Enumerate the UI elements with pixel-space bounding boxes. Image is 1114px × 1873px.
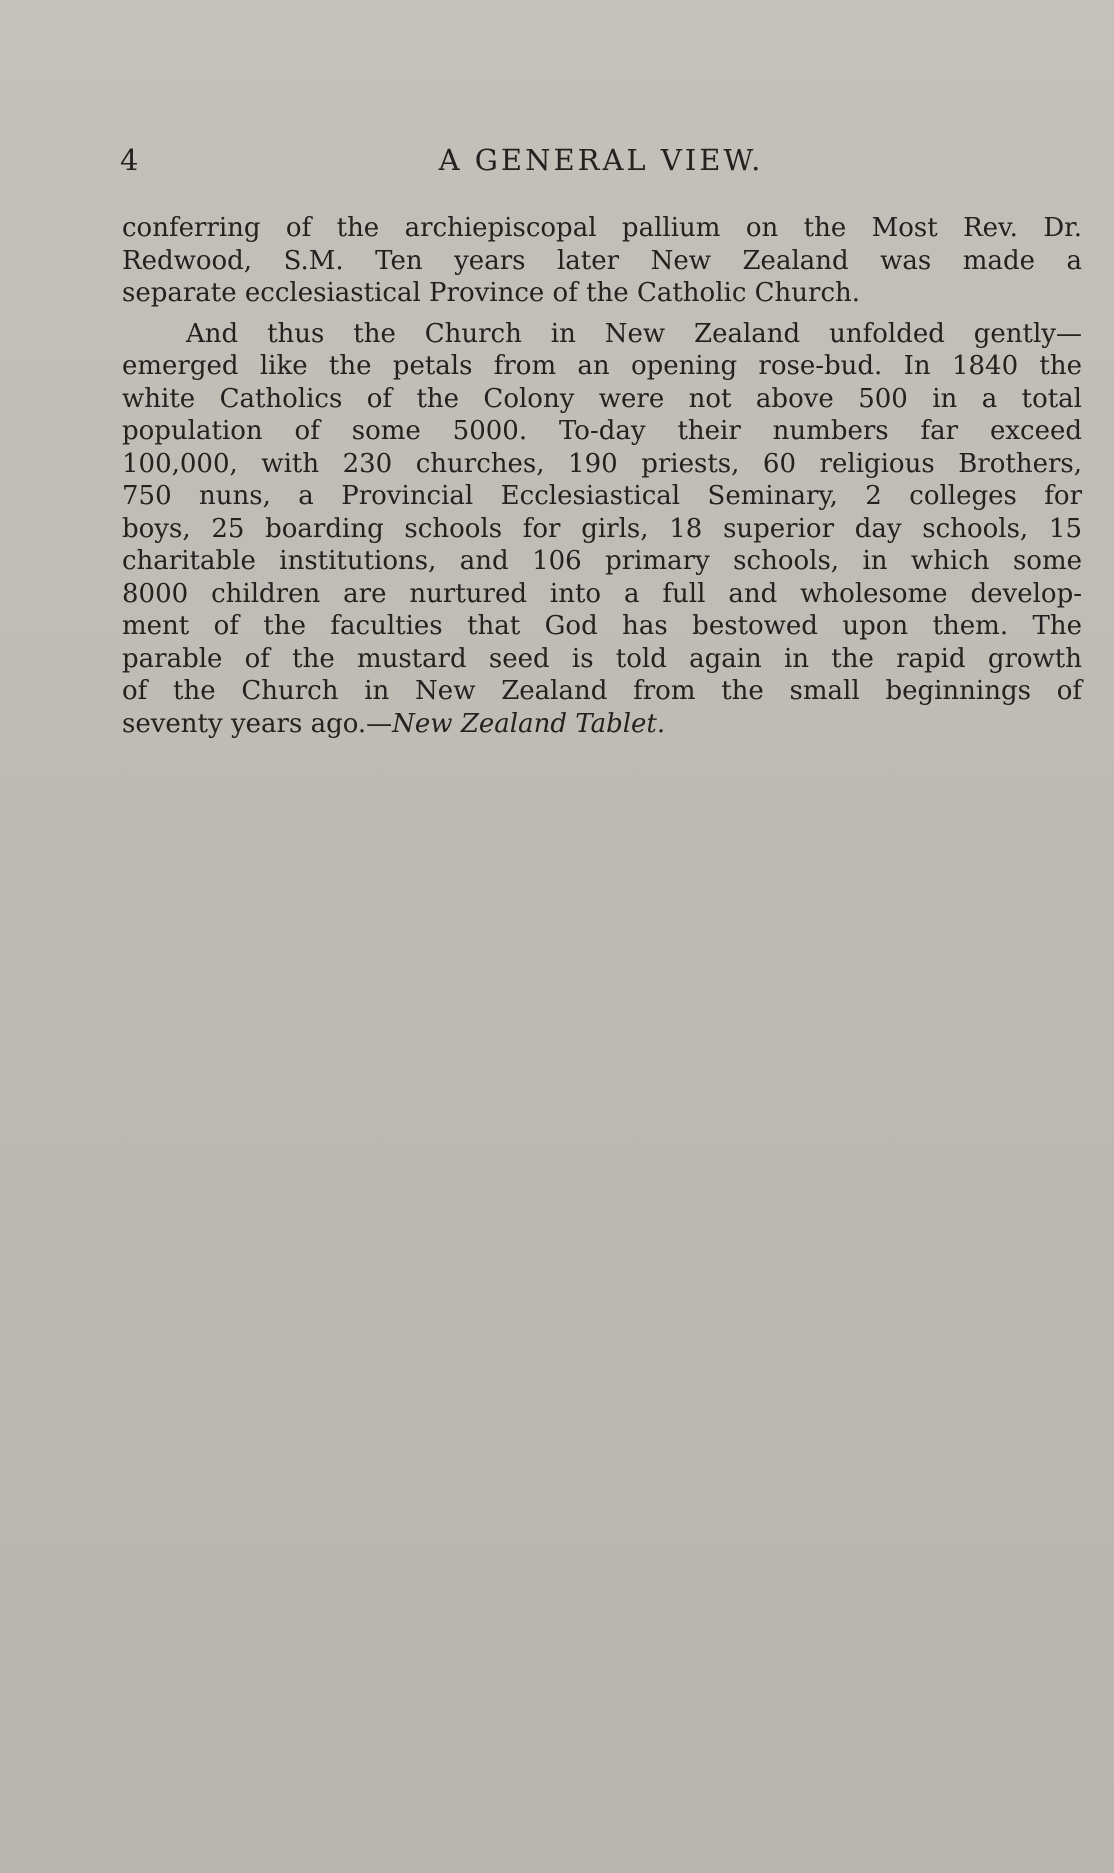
text-line: white Catholics of the Colony were not above 500 in a total — [122, 383, 1082, 414]
paragraph-1 — [122, 212, 1082, 310]
page-number: 4 — [120, 143, 139, 177]
running-title: A GENERAL VIEW. — [438, 143, 764, 177]
text-line: 750 nuns, a Provincial Ecclesiastical Seminary, 2 colleges for — [122, 481, 1082, 511]
source-citation: New Zealand Tablet. — [392, 708, 666, 739]
text-line: parable of the mustard seed is told again in the rapid growth — [122, 643, 1082, 674]
text-line: Redwood, S.M. Ten years later New Zealand was made a — [122, 245, 1082, 276]
text-line: of the Church in New Zealand from the small beginnings of — [122, 676, 1082, 706]
paragraph-gap — [122, 310, 1082, 318]
text-line: 100,000, with 230 churches, 190 priests, 60 religious Brothers, — [122, 448, 1082, 479]
final-line-text: seventy years ago.— — [122, 708, 393, 739]
text-line: conferring of the archiepiscopal pallium on the Most Rev. Dr. — [122, 213, 1082, 243]
text-line: And thus the Church in New Zealand unfolded gently— — [186, 318, 1082, 349]
text-line: emerged like the petals from an opening rose-bud. In 1840 the — [122, 351, 1082, 381]
text-line: charitable institutions, and 106 primary schools, in which some — [122, 546, 1082, 576]
text-line: 8000 children are nurtured into a full and wholesome develop- — [122, 578, 1082, 609]
body-text — [122, 212, 1082, 740]
page-header — [120, 142, 1082, 182]
text-line: boys, 25 boarding schools for girls, 18 superior day schools, 15 — [122, 513, 1082, 544]
text-line: ment of the faculties that God has bestowed upon them. The — [122, 611, 1082, 641]
text-line: population of some 5000. To-day their numbers far exceed — [122, 416, 1082, 446]
paragraph-2 — [122, 318, 1082, 741]
text-line: separate ecclesiastical Province of the Catholic Church. — [122, 278, 861, 308]
text-line-final — [122, 708, 1082, 741]
